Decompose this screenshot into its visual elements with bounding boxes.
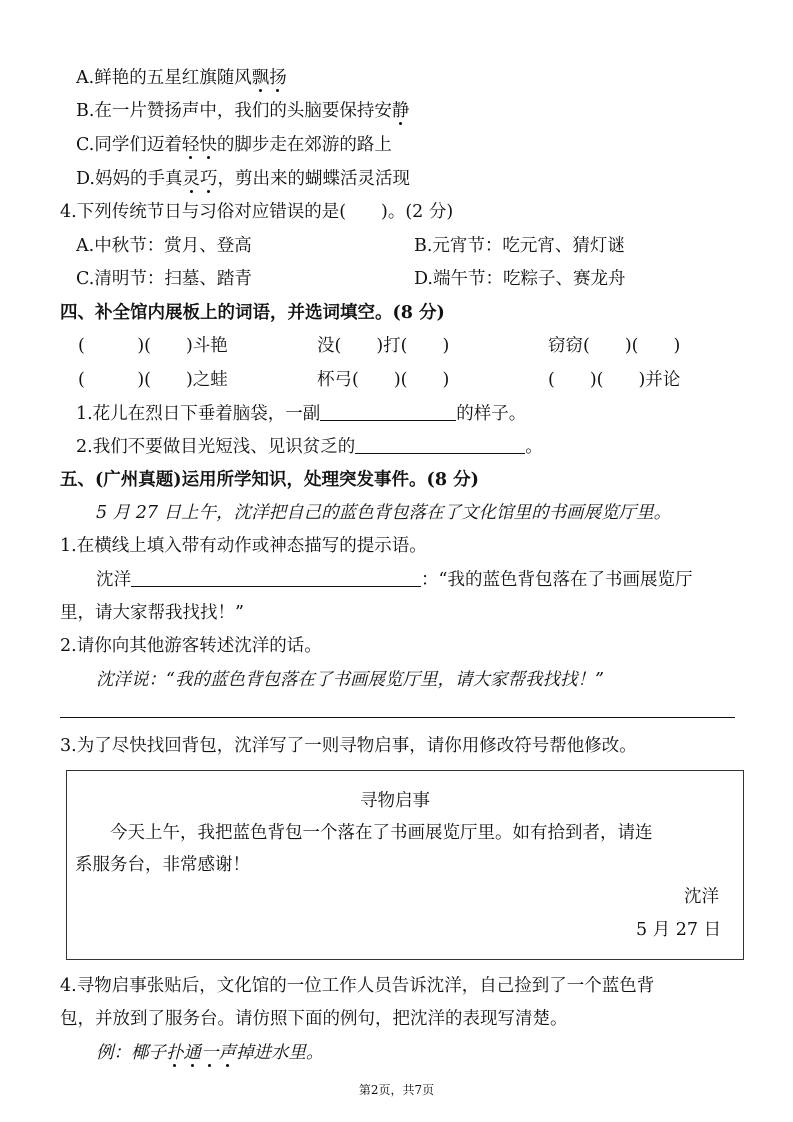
q3-option-a: A.鲜艳的五星红旗随风飘扬 bbox=[76, 68, 287, 88]
fill-blank-2[interactable] bbox=[355, 437, 525, 454]
fill-sentence-2: 2.我们不要做目光短浅、见识贫乏的 。 bbox=[76, 437, 543, 457]
q4-option-a: A.中秋节：赏月、登高 bbox=[76, 236, 252, 256]
q3-option-b: B.在一片赞扬声中，我们的头脑要保持安静 bbox=[76, 101, 410, 121]
section5-q1: 1.在横线上填入带有动作或神态描写的提示语。 bbox=[60, 536, 427, 556]
example-dotted-word: 扑通一声 bbox=[166, 1043, 236, 1063]
idiom-3: 窃窃( )( ) bbox=[548, 336, 681, 356]
section5-q1-line: 沈洋 ：“我的蓝色背包落在了书画展览厅 bbox=[96, 570, 693, 590]
section5-q4-line1: 4.寻物启事张贴后，文化馆的一位工作人员告诉沈洋，自己捡到了一个蓝色背 bbox=[60, 976, 655, 996]
idiom-4: ( )( )之蛙 bbox=[78, 370, 228, 390]
idiom-1: ( )( )斗艳 bbox=[78, 336, 228, 356]
section5-intro: 5 月 27 日上午，沈洋把自己的蓝色背包落在了文化馆里的书画展览厅里。 bbox=[96, 503, 672, 523]
idiom-6: ( )( )并论 bbox=[548, 370, 681, 390]
notice-body-line1: 今天上午，我把蓝色背包一个落在了书画展览厅里。如有拾到者，请连 bbox=[110, 823, 653, 843]
notice-title: 寻物启事 bbox=[360, 791, 430, 811]
notice-date: 5 月 27 日 bbox=[636, 920, 722, 940]
answer-line[interactable] bbox=[60, 717, 735, 718]
page-footer: 第2页，共7页 bbox=[358, 1083, 435, 1097]
notice-body-line2: 系服务台，非常感谢！ bbox=[75, 855, 250, 875]
section5-q4-line2: 包，并放到了服务台。请仿照下面的例句，把沈洋的表现写清楚。 bbox=[60, 1009, 568, 1029]
section4-title: 四、补全馆内展板上的词语，并选词填空。(8 分) bbox=[60, 303, 445, 323]
section5-q2: 2.请你向其他游客转述沈洋的话。 bbox=[60, 636, 322, 656]
q4-option-c: C.清明节：扫墓、踏青 bbox=[76, 269, 252, 289]
section5-q2-quote: 沈洋说：“我的蓝色背包落在了书画展览厅里，请大家帮我找找！” bbox=[96, 670, 604, 690]
fill-sentence-1: 1.花儿在烈日下垂着脑袋，一副 的样子。 bbox=[76, 404, 527, 424]
q3-option-d-dotted: 灵巧 bbox=[182, 169, 218, 189]
prompt-blank[interactable] bbox=[131, 570, 421, 587]
q3-option-d: D.妈妈的手真灵巧，剪出来的蝴蝶活灵活现 bbox=[76, 169, 410, 189]
q3-option-b-dotted: 静 bbox=[391, 101, 410, 121]
section5-q1-line2: 里，请大家帮我找找！” bbox=[60, 603, 244, 623]
example-sentence: 例：椰子扑通一声掉进水里。 bbox=[96, 1043, 324, 1063]
q4-option-d: D.端午节：吃粽子、赛龙舟 bbox=[414, 269, 626, 289]
section5-q3: 3.为了尽快找回背包，沈洋写了一则寻物启事，请你用修改符号帮他修改。 bbox=[60, 736, 637, 756]
idiom-2: 没( )打( ) bbox=[317, 336, 450, 356]
q3-option-c-dotted: 轻快 bbox=[181, 135, 217, 155]
q3-option-c: C.同学们迈着轻快的脚步走在郊游的路上 bbox=[76, 135, 392, 155]
notice-signature: 沈洋 bbox=[684, 887, 719, 907]
q4-option-b: B.元宵节：吃元宵、猜灯谜 bbox=[414, 236, 625, 256]
fill-blank-1[interactable] bbox=[320, 404, 456, 421]
q4-question: 4.下列传统节日与习俗对应错误的是( )。(2 分) bbox=[60, 202, 454, 222]
section5-title: 五、(广州真题)运用所学知识，处理突发事件。(8 分) bbox=[60, 470, 479, 490]
idiom-5: 杯弓( )( ) bbox=[317, 370, 450, 390]
q3-option-a-dotted: 飘扬 bbox=[251, 68, 287, 88]
